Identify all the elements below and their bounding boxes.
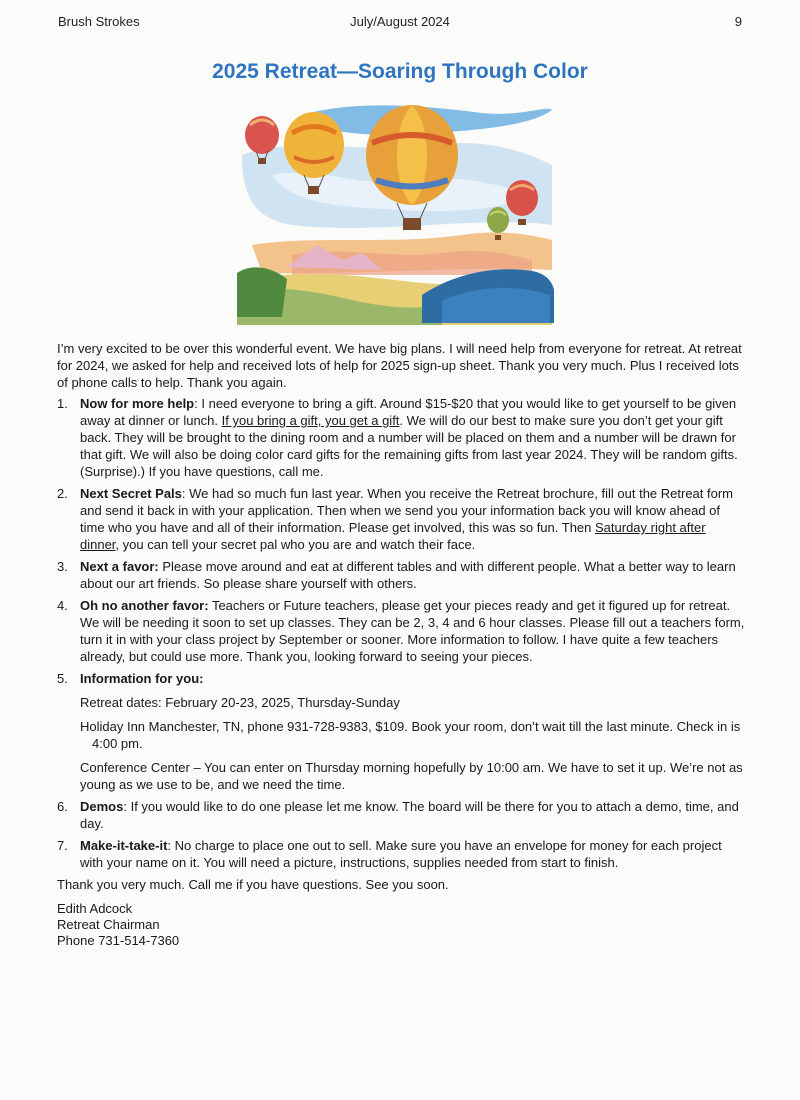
- item-colon: :: [194, 396, 198, 411]
- item-heading: Demos: [80, 799, 124, 814]
- item-number: 4.: [57, 598, 68, 613]
- list-item: [57, 558, 747, 592]
- item-underline: Saturday right after dinner: [80, 520, 706, 552]
- item-underline: If you bring a gift, you get a gift: [221, 413, 400, 428]
- item-text: I need everyone to bring a gift. Around $15-$20 that you would like to get yourself to be given away at dinner or lunch.: [80, 396, 737, 428]
- intro-paragraph: I’m very excited to be over this wonderful event. We have big plans. I will need help from everyone for retreat. At retreat for 2024, we asked for help and received lots of help for 2025 sign-up sheet. Thank you very much. Plus I received lots of phone calls to help. Thank you again.: [57, 341, 742, 390]
- item-number: 7.: [57, 838, 68, 853]
- hotel-info: Holiday Inn Manchester, TN, phone 931-728-9383, $109. Book your room, don’t wait till the last minute. Check in is 4:00 pm.: [80, 719, 741, 751]
- closing-line: Thank you very much. Call me if you have questions. See you soon.: [57, 877, 449, 892]
- item-colon: :: [181, 486, 186, 501]
- item-heading: Next a favor:: [80, 559, 159, 574]
- item-text: If you would like to do one please let me know. The board will be there for you to attach a demo, time, and day.: [80, 799, 739, 831]
- list-item: [57, 798, 747, 832]
- item-colon: :: [123, 799, 127, 814]
- item-text-continued: , you can tell your secret pal who you are and watch their face.: [115, 537, 476, 552]
- conference-center-info: Conference Center – You can enter on Thursday morning hopefully by 10:00 am. We have to set it up. We’re not as young as we use to be, and we need the time.: [80, 760, 743, 792]
- item-number: 6.: [57, 799, 68, 814]
- list-item: [57, 597, 747, 665]
- article-body: [57, 340, 747, 949]
- signature-block: [57, 901, 747, 949]
- item-text: No charge to place one out to sell. Make sure you have an envelope for money for each project with your name on it. You will need a picture, instructions, supplies needed from start to finish.: [80, 838, 722, 870]
- item-text: We had so much fun last year. When you receive the Retreat brochure, fill out the Retreat form and send it back in with your application. Then when we send you your information back you will know ahead of time who you have and all of their information. Please get involved, this was so fun. Then: [80, 486, 734, 535]
- item-heading: Oh no another favor:: [80, 598, 209, 613]
- page-number: 9: [734, 14, 742, 29]
- issue-date: July/August 2024: [350, 14, 450, 29]
- hot-air-balloons-illustration: [232, 95, 562, 325]
- signature-role: Retreat Chairman: [57, 917, 160, 932]
- item-colon: :: [167, 838, 172, 853]
- item-text-continued: . We will do our best to make sure you don’t get your gift back. They will be brought to the dining room and a number will be placed on them and a number will be drawn for that gift. We will also be doing color card gifts for the remaining gifts from last year 2024. They will be random gifts. (Surprise).) If you have questions, call me.: [80, 413, 738, 479]
- item-heading: Make-it-take-it: [80, 838, 168, 853]
- item-number: 5.: [57, 671, 68, 686]
- item-number: 3.: [57, 559, 68, 574]
- list-item: [57, 837, 747, 871]
- item-heading: Now for more help: [80, 396, 195, 411]
- item-heading: Information for you:: [80, 671, 204, 686]
- retreat-items-list: [57, 395, 747, 871]
- item-number: 2.: [57, 486, 68, 501]
- item-number: 1.: [57, 396, 68, 411]
- item-heading: Next Secret Pals: [80, 486, 182, 501]
- newsletter-name: Brush Strokes: [58, 14, 140, 29]
- retreat-dates: Retreat dates: February 20-23, 2025, Thursday-Sunday: [80, 695, 400, 710]
- signature-phone: Phone 731-514-7360: [57, 933, 180, 948]
- list-item: [57, 670, 747, 793]
- list-item: [57, 395, 747, 480]
- page-title: 2025 Retreat—Soaring Through Color: [212, 60, 588, 83]
- item-text: Please move around and eat at different tables and with different people. What a better way to learn about our art friends. So please share yourself with others.: [80, 559, 736, 591]
- item-text: Teachers or Future teachers, please get your pieces ready and get it figured up for retreat. We will be needing it soon to set up classes. They can be 2, 3, 4 and 6 hour classes. Please fill out a teachers form, turn it in with your class project by September or sooner. More information to follow. I have quite a few teachers already, but could use more. Thank you, looking forward to seeing your pieces.: [80, 598, 745, 664]
- signature-name: Edith Adcock: [57, 901, 133, 916]
- list-item: [57, 485, 747, 553]
